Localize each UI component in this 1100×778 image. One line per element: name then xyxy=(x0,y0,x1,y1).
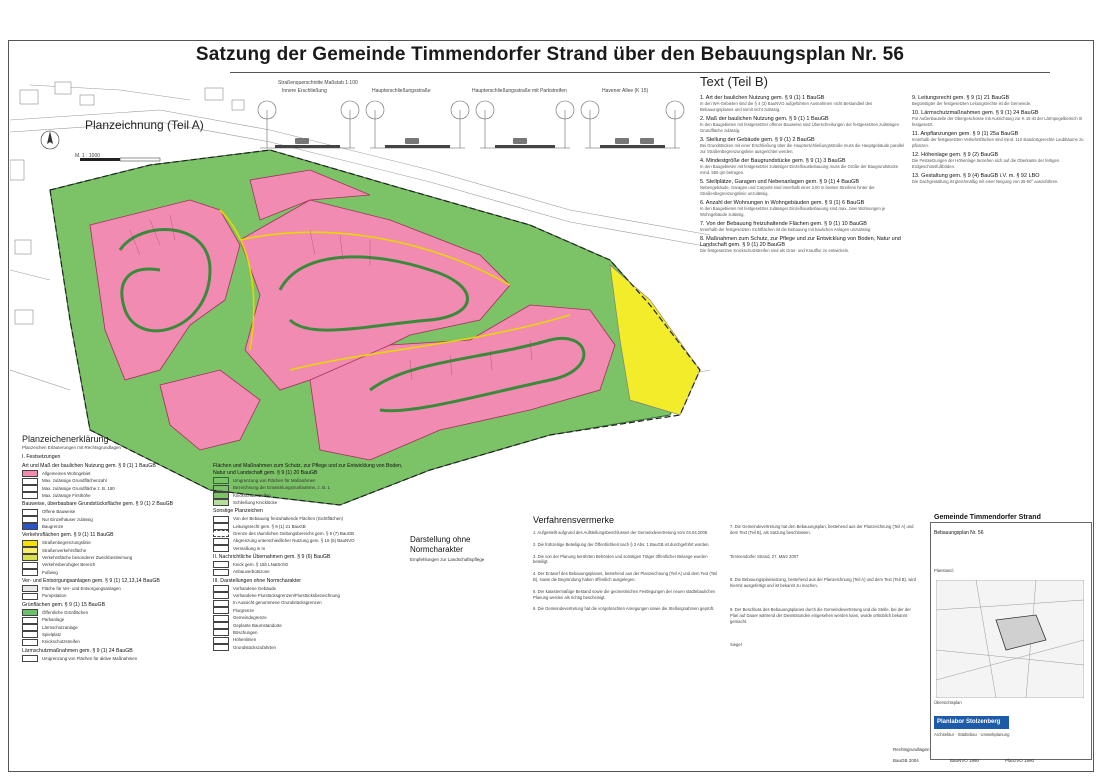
title-block-organization: Gemeinde Timmendorfer Strand xyxy=(934,514,1041,521)
legend-heading: III. Darstellungen ohne Normcharakter xyxy=(213,577,301,584)
procedure-note: 9. Der Beschluss des Bebauungsplanes durch die Gemeindevertretung und die Stelle, bei der der Plan auf Dauer während der Dienststunden eingesehen werden kann, wurde ortsüblich bekannt gemacht. xyxy=(730,606,911,624)
text-paragraph: Die Dachgestaltung ist gleichmäßig mit einer Neigung von 25-50° auszuführen. xyxy=(912,179,1059,184)
procedure-note: 7. Die Gemeindevertretung hat den Bebauungsplan, bestehend aus der Planzeichnung (Teil A) und dem Text (Teil B), als Satzung beschlossen. xyxy=(730,524,914,535)
legend-item: Leitungsrecht gem. § 9 (1) 21 BauGB xyxy=(213,523,403,530)
legend-heading: Grünflächen gem. § 9 (1) 15 BauGB xyxy=(22,601,106,608)
legal-basis-label: Rechtsgrundlagen xyxy=(893,747,930,752)
procedure-note: 4. Der Entwurf des Bebauungsplanes, bestehend aus der Planzeichnung (Teil A) und dem Text (Teil B), sowie die Begründung haben öffentlich ausgelegen. xyxy=(533,571,718,582)
legend-swatch xyxy=(213,499,229,506)
legend-item xyxy=(22,592,207,599)
legend-swatch xyxy=(22,617,38,624)
norm-subtitle: Empfehlungen zur Landschaftspflege xyxy=(410,557,485,562)
legend-label: Umgrenzung von Flächen für aktive Maßnahmen xyxy=(42,655,138,661)
legend-swatch xyxy=(22,609,38,616)
legend-swatch xyxy=(213,585,229,592)
legend-item xyxy=(22,547,207,554)
legend-swatch xyxy=(213,569,229,576)
legend-item xyxy=(22,569,207,576)
legend-item xyxy=(213,622,403,629)
title-block-overview: Übersichtsplan xyxy=(934,700,962,705)
legend-groups xyxy=(22,463,207,662)
legend-label: Verkehrsberuhigter Bereich xyxy=(42,562,96,568)
north-arrow-icon xyxy=(41,131,59,149)
legend-swatch xyxy=(22,593,38,600)
legend-item xyxy=(213,636,403,643)
legend-item: Knick gem. § 15b LNatSchG xyxy=(213,561,403,568)
legend-label: Baugrenze xyxy=(42,524,64,530)
legend-swatch xyxy=(213,477,229,484)
text-heading: 12. Höhenlage gem. § 9 (2) BauGB xyxy=(912,152,999,158)
legend-label: Höhenlinien xyxy=(233,637,257,643)
legend-item: Anbauverbotszone xyxy=(213,568,403,575)
legal-basis-baunvo: BauNVO 1990 xyxy=(950,758,980,763)
legend-swatch xyxy=(22,478,38,485)
legend-swatch xyxy=(213,516,229,523)
legend-label: Max. zulässige Firsthöhe xyxy=(42,493,91,499)
legend-swatch xyxy=(22,509,38,516)
office-logo: Planlabor Stolzenberg xyxy=(934,716,1009,729)
text-heading: 4. Mindestgröße der Baugrundstücke gem. § 9 (1) 3 BauGB xyxy=(700,158,846,164)
legend-swatch xyxy=(213,538,229,545)
text-paragraph: Bei Grundstücken mit einer Erschließung über die Haupterschließungsstraße muss die Hauptgebäude parallel zur Straßenbegrenzungslinie ausgerichtet werden. xyxy=(700,143,904,154)
text-part-b-heading: Text (Teil B) xyxy=(700,74,768,89)
legend-swatch xyxy=(22,639,38,646)
legend-swatch xyxy=(213,644,229,651)
legend-heading: Art und Maß der baulichen Nutzung gem. § 9 (1) 1 BauGB xyxy=(22,463,156,469)
legend-swatch xyxy=(22,585,38,592)
legend-item xyxy=(22,539,207,546)
legend-item xyxy=(213,629,403,636)
legend-title: Planzeichenerklärung xyxy=(22,434,109,444)
legend-label: Vorhandene Flurstücksgrenzen/Flurstücksbezeichnung xyxy=(233,593,340,599)
text-heading: 13. Gestaltung gem. § 9 (4) BauGB i.V. m. § 92 LBO xyxy=(912,173,1040,179)
legend-swatch xyxy=(213,600,229,607)
legend-heading: Sonstige Planzeichen xyxy=(213,508,263,515)
text-paragraph: Nebengebäude, Garagen und Carports sind innerhalb einer 3,00 m breiten Streifens hinter der Straßenbegrenzungslinie unzulässig. xyxy=(700,185,875,196)
text-heading: 1. Art der baulichen Nutzung gem. § 9 (1) 1 BauGB xyxy=(700,95,825,101)
office-description: Architektur · Städtebau · Umweltplanung xyxy=(934,732,1010,737)
norm-title: Darstellung ohne Normcharakter xyxy=(410,535,471,554)
procedure-note: 8. Die Bebauungsplansatzung, bestehend aus der Planzeichnung (Teil A) und dem Text (Teil B), wird hiermit ausgefertigt und ist bekannt zu machen. xyxy=(730,577,916,589)
text-heading: 7. Von der Bebauung freizuhaltende Flächen gem. § 9 (1) 10 BauGB xyxy=(700,221,867,227)
legend-label: Knickschutzstreifen xyxy=(42,639,80,645)
section-label-3: Haupterschließungsstraße mit Parkstreifen xyxy=(472,88,567,94)
legend-section: I. Festsetzungen xyxy=(22,454,61,460)
procedure-note: 2. Die frühzeitige Beteiligung der Öffentlichkeit nach § 3 Abs. 1 BauGB ist durchgeführt worden. xyxy=(533,541,710,547)
section-label-1: Innere Erschließung xyxy=(282,88,327,94)
procedure-note: 5. Der katastermäßige Bestand sowie die geometrischen Festlegungen der neuen städtebaulichen Planung werden als richtig bescheinigt. xyxy=(533,588,716,600)
legend-item xyxy=(22,492,207,499)
legend-label: Gemeindegrenze xyxy=(233,615,267,621)
text-paragraph: In den Baugebieten mit festgesetzter zulässiger Einzelhausbebauung sind max. zwei Wohnungen je Wohngebäude zulässig. xyxy=(700,206,886,217)
text-heading: 5. Stellplätze, Garagen und Nebenanlagen gem. § 9 (1) 4 BauGB xyxy=(700,179,859,185)
procedure-place: Timmendorfer Strand, 27. März 2007 xyxy=(730,553,799,559)
legend-label: Flurgrenze xyxy=(233,607,254,613)
legend-heading: Flächen und Maßnahmen zum Schutz, zur Pflege und zur Entwicklung von Boden, Natur und Landschaft gem. § 9 (1) 20 BauGB xyxy=(213,463,403,476)
legend-swatch xyxy=(213,492,229,499)
text-column-1 xyxy=(700,92,905,254)
legend-item: Vermaßung in m xyxy=(213,545,403,552)
legend-column-2 xyxy=(213,461,403,651)
legend-label: Vorhandene Gebäude xyxy=(233,585,276,591)
legend-swatch xyxy=(213,530,229,537)
procedure-seal: Siegel xyxy=(730,642,742,648)
legend-swatch xyxy=(213,545,229,552)
legend-label: Geplante Baumstandorte xyxy=(233,622,282,628)
legend-item xyxy=(22,561,207,568)
legend-label: Max. zulässige Grundflächenzahl xyxy=(42,478,107,484)
text-paragraph: In den WA-Gebieten sind die § 4 (3) BauNVO aufgeführten Ausnahmen nicht Bestandteil des Bebauungsplanes und somit nicht zulässig. xyxy=(700,101,873,112)
procedure-column-1 xyxy=(533,530,718,618)
legend-label: Fläche für Ver- und Entsorgungsanlagen xyxy=(42,586,121,592)
legend-swatch xyxy=(213,592,229,599)
text-paragraph: Innerhalb der festgesetzten Sichtflächen ist die Bebauung mit baulichen Anlagen unzulässig. xyxy=(700,227,872,232)
legend-heading: Bauweise, überbaubare Grundstücksfläche gem. § 9 (1) 2 BauGB xyxy=(22,501,174,508)
legend-item xyxy=(22,655,207,662)
plan-label: Planzeichnung (Teil A) xyxy=(85,118,204,132)
legend-swatch xyxy=(22,569,38,576)
legend-item xyxy=(213,599,403,606)
text-paragraph: Die festgesetzten Knickschutzstreifen sind als Gras- und Krautflur zu entwickeln. xyxy=(700,248,850,253)
legend-label: In Aussicht genommene Grundstücksgrenzen xyxy=(233,600,322,606)
legend-item xyxy=(22,554,207,561)
legend-item: Abgrenzung unterschiedlicher Nutzung gem. § 16 (5) BauNVO xyxy=(213,537,403,544)
legend-item xyxy=(22,508,207,515)
legend-label: Nur Einzelhäuser zulässig xyxy=(42,516,93,522)
text-heading: 9. Leitungsrecht gem. § 9 (1) 21 BauGB xyxy=(912,95,1010,101)
legend-swatch xyxy=(22,470,38,477)
legend-label: Fußweg xyxy=(42,569,58,575)
text-paragraph: Die Festsetzungen der Höhenlage beziehen sich auf die Oberkante der fertigen Erdgeschossfußböden. xyxy=(912,158,1060,169)
legend-label: Pumpstation xyxy=(42,593,67,599)
legend-label: Böschungen xyxy=(233,629,258,635)
section-label-2: Haupterschließungsstraße xyxy=(372,88,431,94)
legend-list xyxy=(213,585,403,651)
legend-swatch xyxy=(22,655,38,662)
procedure-note: 1. Aufgestellt aufgrund des Aufstellungsbeschlusses der Gemeindevertretung vom 04.04.2006. xyxy=(533,530,709,535)
page-title: Satzung der Gemeinde Timmendorfer Strand über den Bebauungsplan Nr. 56 xyxy=(195,44,905,65)
legend-swatch xyxy=(22,631,38,638)
legal-basis-baugb: BauGB 2004 xyxy=(893,758,919,763)
legend-swatch xyxy=(22,562,38,569)
legend-item xyxy=(22,470,207,477)
section-caption: Straßenquerschnitte Maßstab 1:100 xyxy=(278,80,358,86)
legend-label: Allgemeines Wohngebiet xyxy=(42,471,91,476)
legend-label: Straßenverkehrsfläche xyxy=(42,547,87,553)
legend-swatch xyxy=(22,540,38,547)
procedure-column-2 xyxy=(730,524,920,648)
legend-heading: Verkehrsflächen gem. § 9 (1) 11 BauGB xyxy=(22,532,114,539)
text-paragraph: In den Baugebieten mit festgesetzter zulässiger Einzelhausbebauung muss die Größe der Baugrundstücke mind. 550 qm betragen. xyxy=(700,164,899,175)
legend-item xyxy=(22,477,207,484)
legend-item xyxy=(22,638,207,645)
legend-swatch xyxy=(213,637,229,644)
legend-label: Lärmschutzanlage xyxy=(42,624,78,630)
legend-swatch xyxy=(22,547,38,554)
legend-item: Schließung Knicklücke xyxy=(213,499,403,506)
procedure-note: 6. Die Gemeindevertretung hat die vorgebrachten Anregungen sowie die Stellungnahmen geprüft. xyxy=(533,606,715,612)
text-heading: 3. Stellung der Gebäude gem. § 9 (1) 2 BauGB xyxy=(700,137,815,143)
legend-swatch xyxy=(22,554,38,561)
legend-label: Grundstückszufahrten xyxy=(233,644,276,650)
legend-item xyxy=(213,614,403,621)
text-paragraph: Begünstigter der festgesetzten Leitungsrechte ist die Gemeinde. xyxy=(912,101,1032,106)
procedure-title: Verfahrensvermerke xyxy=(533,515,615,525)
legend-item xyxy=(213,585,403,592)
text-heading: 10. Lärmschutzmaßnahmen gem. § 9 (1) 24 BauGB xyxy=(912,110,1039,116)
legend-item xyxy=(22,631,207,638)
legend-item xyxy=(22,516,207,523)
legend-heading: Ver- und Entsorgungsanlagen gem. § 9 (1) 12,13,14 BauGB xyxy=(22,578,160,585)
legend-label: Spielplatz xyxy=(42,631,62,637)
legend-item xyxy=(213,607,403,614)
legend-item xyxy=(22,624,207,631)
text-column-2 xyxy=(912,92,1087,185)
text-paragraph: Für Außenbauteile der Obergeschosse mit Ausrichtung zur K 15 ist der Lärmpegelbereich III festgesetzt. xyxy=(912,116,1083,127)
legend-swatch xyxy=(213,523,229,530)
legend-column-1 xyxy=(22,452,207,662)
legend-item xyxy=(213,592,403,599)
legend-label: Straßenbegrenzungslinie xyxy=(42,540,91,546)
legend-item: Knickschutzstreifen xyxy=(213,492,403,499)
legend-item xyxy=(213,644,403,651)
legend-swatch xyxy=(213,629,229,636)
legend-label: Öffentliche Grünflächen xyxy=(42,609,89,615)
legend-label: Verkehrsfläche besonderer Zweckbestimmung xyxy=(42,555,133,561)
legend-heading: Lärmschutzmaßnahmen gem. § 9 (1) 24 BauGB xyxy=(22,647,133,654)
legend-item xyxy=(22,523,207,530)
legend-label: Offene Bauweise xyxy=(42,509,76,515)
legend-item xyxy=(22,485,207,492)
legend-swatch xyxy=(22,492,38,499)
legend-swatch xyxy=(213,622,229,629)
text-paragraph: In den Baugebieten mit festgesetzter offener Bauweise sind Überschreitungen der festgesetzten zulässigen Grundfläche zulässig. xyxy=(700,122,899,133)
text-heading: 6. Anzahl der Wohnungen in Wohngebäuden gem. § 9 (1) 6 BauGB xyxy=(700,200,865,206)
legend-item: Grenze des räumlichen Geltungsbereichs gem. § 9 (7) BauGB xyxy=(213,530,403,537)
legend-swatch xyxy=(213,607,229,614)
legend-item: Umgrenzung von Flächen für Maßnahmen xyxy=(213,477,403,484)
legal-basis-planzvo: PlanzVO 1990 xyxy=(1005,758,1035,763)
legend-heading: II. Nachrichtliche Übernahmen gem. § 9 (6) BauGB xyxy=(213,554,331,561)
legend-swatch xyxy=(22,624,38,631)
procedure-note: 3. Die von der Planung berührten Behörden und sonstigen Träger öffentlicher Belange wurden beteiligt. xyxy=(533,553,708,565)
text-paragraph: Innerhalb der festgesetzten Verkehrsflächen sind mind. 110 standortgerechte Laubbäume zu pflanzen. xyxy=(912,137,1084,148)
legend-swatch xyxy=(22,485,38,492)
legend-item xyxy=(22,609,207,616)
plan-scale: M. 1 : 1000 xyxy=(75,153,101,159)
legend-label: Parkanlage xyxy=(42,617,65,623)
legend-item xyxy=(22,585,207,592)
legend-swatch xyxy=(213,615,229,622)
street-sections xyxy=(255,88,685,178)
legend-item: Von der Bebauung freizuhaltende Flächen (Sichtflächen) xyxy=(213,515,403,522)
legend-swatch xyxy=(22,516,38,523)
legend-item xyxy=(22,616,207,623)
legend-swatch xyxy=(213,561,229,568)
text-heading: 11. Anpflanzungen gem. § 9 (1) 25a BauGB xyxy=(912,131,1019,137)
overview-map xyxy=(936,580,1084,698)
legend-subtitle: Planzeichen Erläuterungen mit Rechtsgrundlagen xyxy=(22,445,122,450)
title-block-plan: Bebauungsplan Nr. 56 xyxy=(934,530,984,536)
section-label-4: Havener Allee (K 15) xyxy=(602,88,649,94)
legend-label: Max. zulässige Grundfläche z. B. 150 xyxy=(42,485,115,491)
text-heading: 2. Maß der baulichen Nutzung gem. § 9 (1) 1 BauGB xyxy=(700,116,829,122)
legend-swatch xyxy=(22,523,38,530)
title-block-planstand: Planstand: xyxy=(934,568,954,573)
text-heading: 8. Maßnahmen zum Schutz, zur Pflege und zur Entwicklung von Boden, Natur und Landschaft gem. § 9 (1) 20 BauGB xyxy=(700,236,901,248)
legend-swatch xyxy=(213,485,229,492)
legend-item: Bezeichnung der Entwicklungsmaßnahme, z. B. 1 xyxy=(213,484,403,491)
